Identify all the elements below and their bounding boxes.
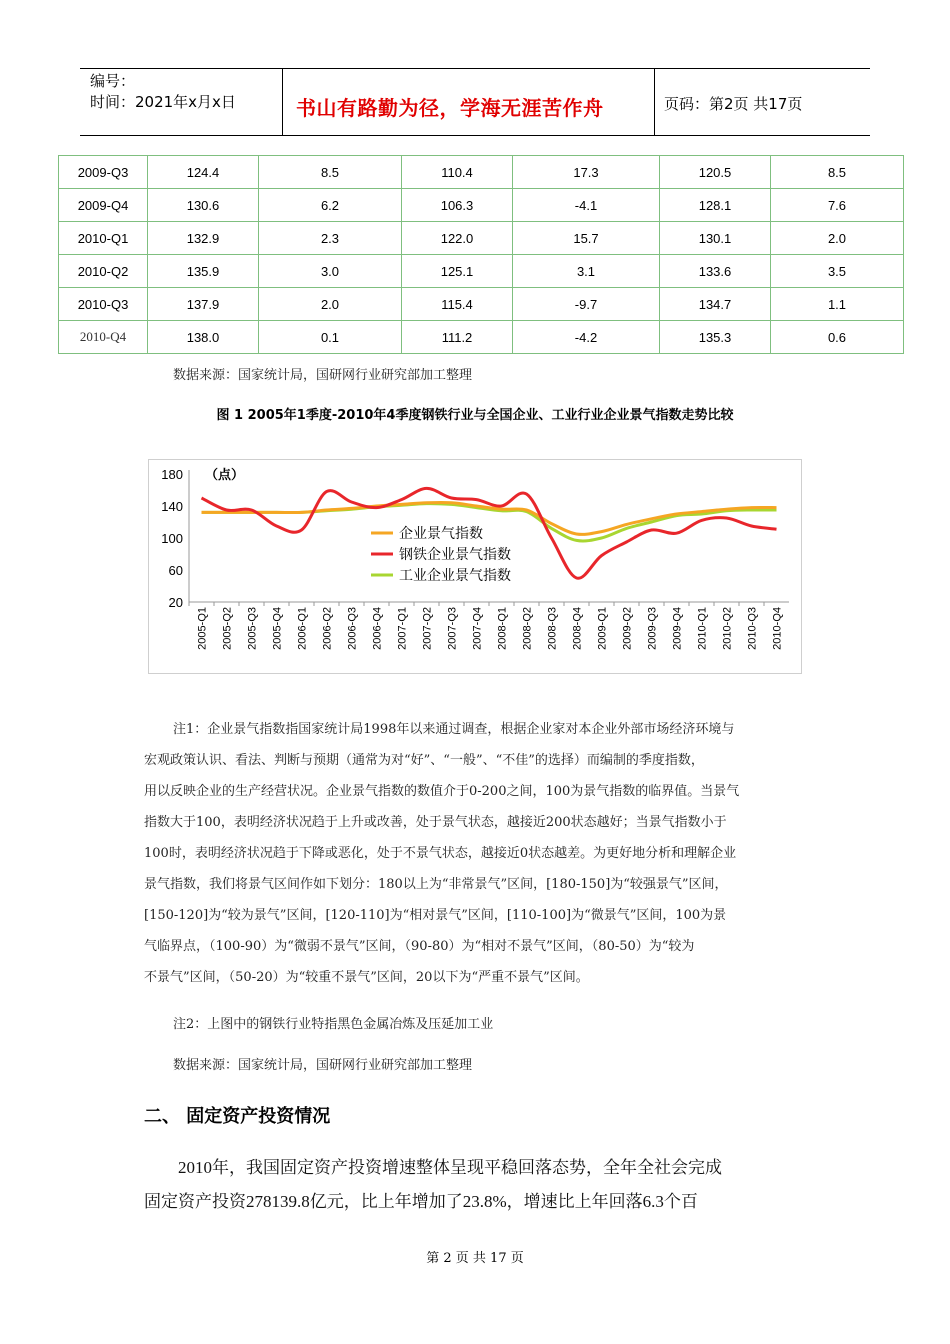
table-cell: 0.1: [259, 321, 402, 354]
table-row: [59, 255, 904, 288]
table-cell: 7.6: [771, 189, 904, 222]
table-cell: 8.5: [771, 156, 904, 189]
x-tick-label: 2005-Q3: [246, 607, 259, 650]
x-tick-label: 2007-Q4: [471, 607, 484, 650]
table-cell-period: 2010-Q4: [59, 321, 148, 354]
note-1-line: 宏观政策认识、看法、判断与预期（通常为对“好”、“一般”、“不佳”的选择）而编制的季度指数，: [144, 753, 704, 768]
note-1: [144, 714, 814, 993]
note-1-line: [150-120]为“较为景气”区间，[120-110]为“相对景气”区间，[110-100]为“微景气”区间，100为景: [144, 908, 727, 923]
header-meta: [90, 71, 236, 113]
header-bottom-rule: [80, 135, 870, 136]
x-tick-label: 2006-Q1: [296, 607, 309, 650]
section-heading: 二、 固定资产投资情况: [144, 1106, 331, 1127]
table-cell-period: 2009-Q3: [59, 156, 148, 189]
table-cell: 2.0: [771, 222, 904, 255]
table-cell: 1.1: [771, 288, 904, 321]
page-footer: 第 2 页 共 17 页: [426, 1251, 524, 1266]
table-cell-period: 2010-Q3: [59, 288, 148, 321]
table-row: [59, 189, 904, 222]
section-paragraph-line-1: 2010年，我国固定资产投资增速整体呈现平稳回落态势，全年全社会完成: [178, 1158, 722, 1177]
table-cell: 106.3: [402, 189, 513, 222]
table-row: [59, 156, 904, 189]
table-cell: 132.9: [148, 222, 259, 255]
x-tick-label: 2009-Q1: [596, 607, 609, 650]
x-tick-label: 2006-Q2: [321, 607, 334, 650]
header-divider-left: [282, 68, 283, 136]
table-cell: 3.1: [513, 255, 660, 288]
table-cell: 133.6: [660, 255, 771, 288]
table-cell: 3.5: [771, 255, 904, 288]
x-tick-label: 2010-Q2: [721, 607, 734, 650]
x-tick-label: 2005-Q4: [271, 607, 284, 650]
x-tick-label: 2008-Q1: [496, 607, 509, 650]
x-tick-label: 2009-Q3: [646, 607, 659, 650]
header-time: 时间：2021年x月x日: [90, 93, 236, 111]
x-tick-label: 2007-Q1: [396, 607, 409, 650]
table-cell: 115.4: [402, 288, 513, 321]
table-cell: 137.9: [148, 288, 259, 321]
y-tick-label: 140: [161, 499, 183, 514]
table-cell: -9.7: [513, 288, 660, 321]
table-cell: 130.1: [660, 222, 771, 255]
line-chart: [149, 460, 801, 673]
table-cell: 17.3: [513, 156, 660, 189]
data-table: [58, 155, 904, 354]
table-cell: 125.1: [402, 255, 513, 288]
x-tick-label: 2010-Q4: [771, 607, 784, 650]
y-tick-label: 20: [168, 595, 183, 610]
section-paragraph-line-2: 固定资产投资278139.8亿元，比上年增加了23.8%，增速比上年回落6.3个百: [144, 1192, 698, 1211]
y-tick-label: 100: [161, 531, 183, 546]
legend-label: 钢铁企业景气指数: [399, 547, 511, 563]
table-cell-period: 2010-Q2: [59, 255, 148, 288]
note-1-line: 注1：企业景气指数指国家统计局1998年以来通过调查，根据企业家对本企业外部市场经济环境与: [173, 722, 735, 737]
table-row: [59, 288, 904, 321]
x-tick-label: 2008-Q2: [521, 607, 534, 650]
x-tick-label: 2007-Q3: [446, 607, 459, 650]
x-tick-label: 2010-Q3: [746, 607, 759, 650]
x-tick-label: 2007-Q2: [421, 607, 434, 650]
table-cell: 111.2: [402, 321, 513, 354]
table-cell: 3.0: [259, 255, 402, 288]
table-cell: 122.0: [402, 222, 513, 255]
table-cell: 130.6: [148, 189, 259, 222]
table-cell-period: 2010-Q1: [59, 222, 148, 255]
y-axis-label: （点）: [205, 468, 245, 483]
figure-title: 图 1 2005年1季度-2010年4季度钢铁行业与全国企业、工业行业企业景气指数走势比较: [216, 408, 734, 423]
header-page-number: 页码：第2页 共17页: [664, 95, 803, 113]
table-cell: 2.0: [259, 288, 402, 321]
header-top-rule: [80, 68, 870, 69]
table-cell: 138.0: [148, 321, 259, 354]
y-tick-label: 180: [161, 467, 183, 482]
table-cell: 128.1: [660, 189, 771, 222]
table-cell: 2.3: [259, 222, 402, 255]
header-divider-right: [654, 68, 655, 136]
header-number: 编号：: [90, 72, 136, 90]
table-cell: -4.1: [513, 189, 660, 222]
table-cell: 120.5: [660, 156, 771, 189]
header-motto: 书山有路勤为径，学海无涯苦作舟: [296, 96, 604, 120]
table-cell: 0.6: [771, 321, 904, 354]
x-tick-label: 2008-Q3: [546, 607, 559, 650]
note-1-line: 不景气”区间，（50-20）为“较重不景气”区间，20以下为“严重不景气”区间。: [144, 970, 589, 985]
x-tick-label: 2010-Q1: [696, 607, 709, 650]
x-tick-label: 2005-Q2: [221, 607, 234, 650]
x-tick-label: 2008-Q4: [571, 607, 584, 650]
table-cell: 15.7: [513, 222, 660, 255]
x-tick-label: 2006-Q4: [371, 607, 384, 650]
table-cell: -4.2: [513, 321, 660, 354]
note-1-line: 指数大于100，表明经济状况趋于上升或改善，处于景气状态，越接近200状态越好；当景气指数小于: [144, 815, 727, 830]
x-tick-label: 2009-Q2: [621, 607, 634, 650]
table-cell: 124.4: [148, 156, 259, 189]
y-tick-label: 60: [168, 563, 183, 578]
table-cell: 135.3: [660, 321, 771, 354]
table-cell: 8.5: [259, 156, 402, 189]
table-row: [59, 321, 904, 354]
note-1-line: 气临界点，（100-90）为“微弱不景气”区间，（90-80）为“相对不景气”区间，（80-50）为“较为: [144, 939, 695, 954]
note-2: 注2：上图中的钢铁行业特指黑色金属冶炼及压延加工业: [173, 1017, 494, 1032]
chart-container: [148, 459, 802, 674]
note-1-line: 100时，表明经济状况趋于下降或恶化，处于不景气状态，越接近0状态越差。为更好地分析和理解企业: [144, 846, 737, 861]
table-cell: 135.9: [148, 255, 259, 288]
table-cell-period: 2009-Q4: [59, 189, 148, 222]
note-1-line: 用以反映企业的生产经营状况。企业景气指数的数值介于0-200之间，100为景气指数的临界值。当景气: [144, 784, 740, 799]
x-tick-label: 2005-Q1: [196, 607, 209, 650]
table-cell: 110.4: [402, 156, 513, 189]
table-source: 数据来源：国家统计局，国研网行业研究部加工整理: [173, 368, 473, 383]
table-cell: 134.7: [660, 288, 771, 321]
table-cell: 6.2: [259, 189, 402, 222]
legend-label: 企业景气指数: [399, 526, 483, 542]
note-source: 数据来源：国家统计局，国研网行业研究部加工整理: [173, 1058, 473, 1073]
x-tick-label: 2009-Q4: [671, 607, 684, 650]
x-tick-label: 2006-Q3: [346, 607, 359, 650]
legend-label: 工业企业景气指数: [399, 568, 511, 584]
table-row: [59, 222, 904, 255]
series-line-1: [202, 488, 777, 578]
note-1-line: 景气指数，我们将景气区间作如下划分：180以上为“非常景气”区间，[180-150]为“较强景气”区间，: [144, 877, 728, 892]
